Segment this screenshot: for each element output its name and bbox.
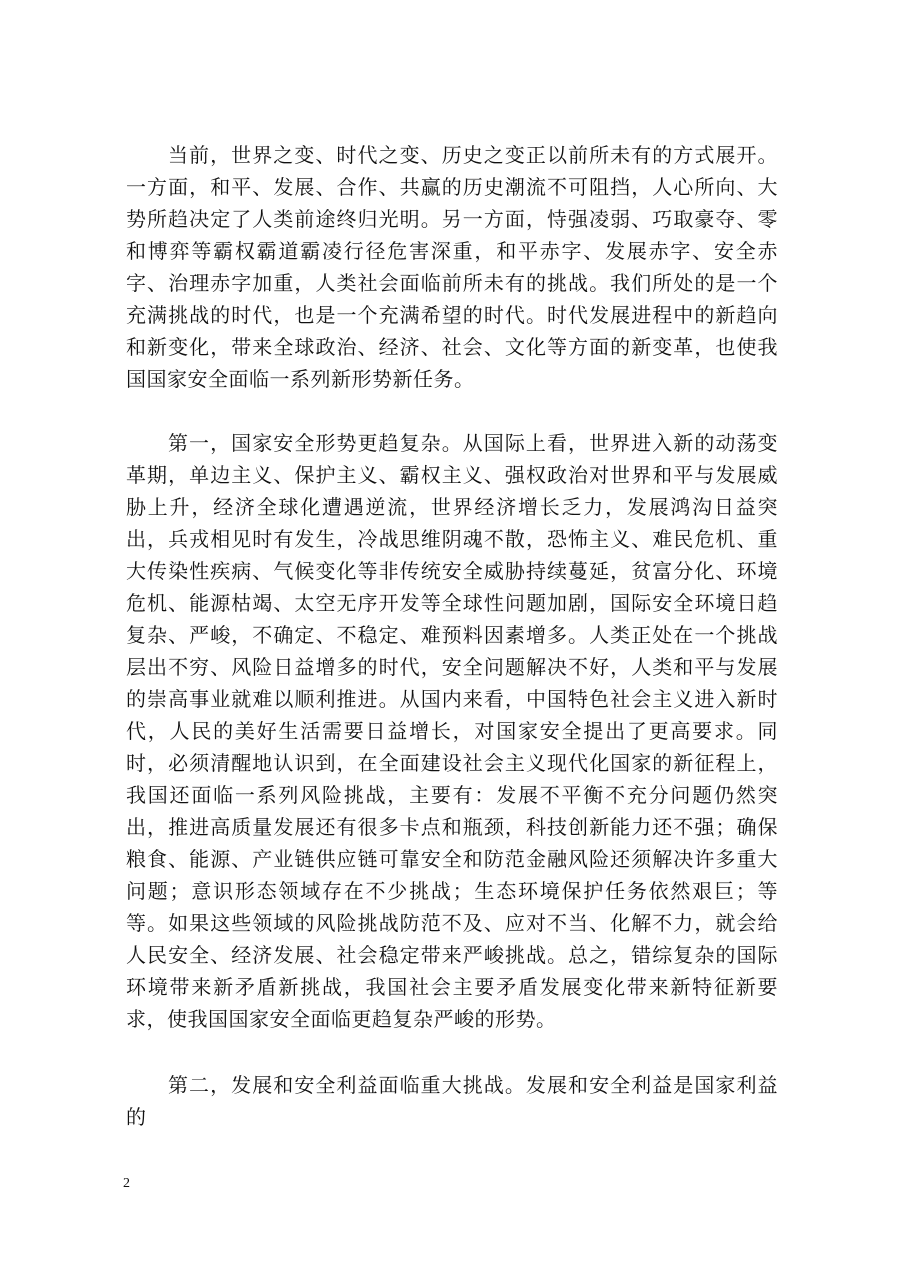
- paragraph-first-point: 第一，国家安全形势更趋复杂。从国际上看，世界进入新的动荡变革期，单边主义、保护主义、霸权主义、强权政治对世界和平与发展威胁上升，经济全球化遭遇逆流，世界经济增长乏力，发展鸿沟日益突出，兵戎相见时有发生，冷战思维阴魂不散，恐怖主义、难民危机、重大传染性疾病、气候变化等非传统安全威胁持续蔓延，贫富分化、环境危机、能源枯竭、太空无序开发等全球性问题加剧，国际安全环境日趋复杂、严峻，不确定、不稳定、难预料因素增多。人类正处在一个挑战层出不穷、风险日益增多的时代，安全问题解决不好，人类和平与发展的崇高事业就难以顺利推进。从国内来看，中国特色社会主义进入新时代，人民的美好生活需要日益增长，对国家安全提出了更高要求。同时，必须清醒地认识到，在全面建设社会主义现代化国家的新征程上，我国还面临一系列风险挑战，主要有：发展不平衡不充分问题仍然突出，推进高质量发展还有很多卡点和瓶颈，科技创新能力还不强；确保粮食、能源、产业链供应链可靠安全和防范金融风险还须解决许多重大问题；意识形态领域存在不少挑战；生态环境保护任务依然艰巨；等等。如果这些领域的风险挑战防范不及、应对不当、化解不力，就会给人民安全、经济发展、社会稳定带来严峻挑战。总之，错综复杂的国际环境带来新矛盾新挑战，我国社会主要矛盾发展变化带来新特征新要求，使我国国家安全面临更趋复杂严峻的形势。: [126, 431, 778, 1031]
- paragraph-intro: 当前，世界之变、时代之变、历史之变正以前所未有的方式展开。一方面，和平、发展、合作、共赢的历史潮流不可阻挡，人心所向、大势所趋决定了人类前途终归光明。另一方面，恃强凌弱、巧取豪夺、零和博弈等霸权霸道霸凌行径危害深重，和平赤字、发展赤字、安全赤字、治理赤字加重，人类社会面临前所未有的挑战。我们所处的是一个充满挑战的时代，也是一个充满希望的时代。时代发展进程中的新趋向和新变化，带来全球政治、经济、社会、文化等方面的新变革，也使我国国家安全面临一系列新形势新任务。: [126, 143, 778, 391]
- paragraph-second-point: 第二，发展和安全利益面临重大挑战。发展和安全利益是国家利益的: [126, 1073, 778, 1129]
- document-body: [126, 139, 778, 1133]
- page-number: 2: [123, 1176, 130, 1191]
